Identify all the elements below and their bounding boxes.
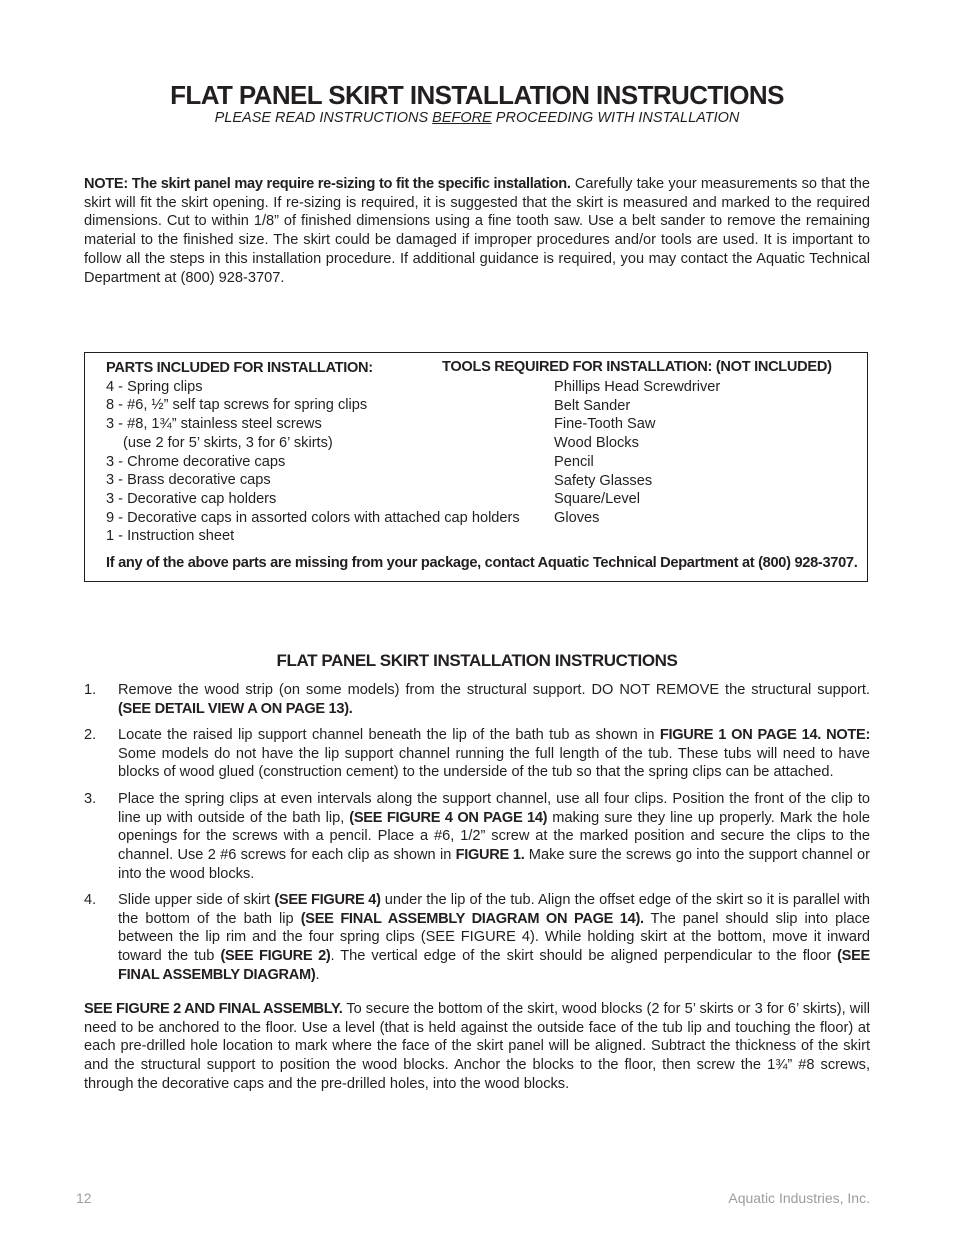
step-text-part: Make sure the screws go into the support channel or into the wood blocks.: [118, 847, 871, 882]
step-text-part: under the lip of the tub. Align the offset edge of the skirt so it is parallel with the bottom of the bath lip: [118, 892, 870, 927]
step-text-part: Locate the raised lip support channel beneath the lip of the bath tub as shown in: [118, 727, 660, 743]
tools-item: Belt Sander: [554, 397, 631, 414]
step-text-part: Remove the wood strip (on some models) from the structural support. DO NOT REMOVE the structural support.: [118, 682, 870, 698]
tools-list: [554, 378, 720, 528]
tools-item: Gloves: [554, 509, 600, 526]
parts-item: (use 2 for 5’ skirts, 3 for 6’ skirts): [123, 434, 333, 451]
page-subtitle: [0, 110, 954, 126]
tools-item: Wood Blocks: [554, 435, 639, 452]
tools-item: Pencil: [554, 453, 594, 470]
tools-item: Square/Level: [554, 491, 641, 508]
step-number: 2.: [84, 727, 97, 743]
tools-heading: TOOLS REQUIRED FOR INSTALLATION: (NOT INCLUDED): [442, 359, 832, 375]
subtitle-post: PROCEEDING WITH INSTALLATION: [491, 110, 740, 126]
tools-item: Safety Glasses: [554, 472, 653, 489]
step-text: [118, 891, 870, 985]
note-bold: NOTE: The skirt panel may require re-sizing to fit the specific installation.: [84, 176, 571, 192]
step-number: 4.: [84, 892, 97, 908]
step-text-bold: FIGURE 1.: [455, 847, 525, 864]
missing-parts-note: If any of the above parts are missing from your package, contact Aquatic Technical Department at (800) 928-3707.: [106, 555, 858, 571]
parts-item: 3 - Brass decorative caps: [106, 472, 271, 489]
step-text-part: . The vertical edge of the skirt should be aligned perpendicular to the floor: [330, 948, 838, 965]
step-text-bold: (SEE FIGURE 4): [274, 892, 381, 908]
step-text-bold: (SEE FINAL ASSEMBLY DIAGRAM ON PAGE 14).: [300, 910, 644, 927]
step-number: 3.: [84, 791, 97, 807]
parts-tools-box: [84, 352, 868, 582]
page-title: FLAT PANEL SKIRT INSTALLATION INSTRUCTIONS: [170, 80, 784, 110]
parts-item: 3 - Chrome decorative caps: [106, 453, 286, 470]
step-text-part: .: [315, 966, 320, 983]
step-text-part: Place the spring clips at even intervals along the support channel, use all four clips. Position the front of the clip to line up with outside of the bath lip,: [118, 791, 870, 826]
instruction-step: [84, 726, 870, 782]
final-paragraph: [84, 1000, 870, 1094]
parts-heading: PARTS INCLUDED FOR INSTALLATION:: [106, 360, 373, 376]
parts-item: 3 - Decorative cap holders: [106, 490, 277, 507]
parts-item: 9 - Decorative caps in assorted colors with attached cap holders: [106, 509, 520, 526]
parts-item: 4 - Spring clips: [106, 378, 203, 395]
instruction-step: [84, 891, 870, 985]
subtitle-pre: PLEASE READ INSTRUCTIONS: [214, 110, 433, 126]
parts-item: 1 - Instruction sheet: [106, 528, 235, 545]
final-bold: SEE FIGURE 2 AND FINAL ASSEMBLY.: [84, 1001, 343, 1017]
instructions-heading: FLAT PANEL SKIRT INSTALLATION INSTRUCTIONS: [276, 651, 678, 670]
step-text-bold: (SEE FINAL ASSEMBLY DIAGRAM): [118, 948, 870, 983]
step-text: [118, 681, 870, 718]
subtitle-underlined: BEFORE: [432, 110, 492, 126]
tools-item: Fine-Tooth Saw: [554, 416, 656, 433]
step-text-bold: FIGURE 1 ON PAGE 14. NOTE:: [659, 727, 871, 743]
step-number: 1.: [84, 682, 97, 698]
step-text-bold: (SEE DETAIL VIEW A ON PAGE 13).: [118, 700, 353, 717]
footer-company: Aquatic Industries, Inc.: [728, 1190, 870, 1206]
tools-item: Phillips Head Screwdriver: [554, 379, 721, 395]
step-text-part: making sure they line up properly. Mark the hole openings for the screws with a pencil. Place a #6, 1/2” screw at the marked position and secure the clips to the channel. Use 2 #6 screws for each clip as shown in: [118, 809, 871, 864]
parts-list: [106, 359, 520, 546]
step-text: [118, 790, 870, 884]
step-text-part: The panel should slip into place between the lip rim and the four spring clips (SEE FIGURE 4). While holding skirt at the bottom, move it inward toward the tub: [118, 910, 870, 965]
instruction-step: [84, 681, 870, 718]
step-text-bold: (SEE FIGURE 2): [220, 948, 331, 965]
note-paragraph: [84, 175, 870, 287]
step-text-bold: (SEE FIGURE 4 ON PAGE 14): [349, 809, 548, 826]
parts-item: 8 - #6, ½” self tap screws for spring clips: [106, 397, 368, 414]
step-text: [118, 726, 870, 782]
step-text-part: Some models do not have the lip support channel running the full length of the tub. These tubs will need to have blocks of wood glued (construction cement) to the underside of the tub so that the spring clips can be attached.: [118, 745, 870, 781]
step-text-part: Slide upper side of skirt: [118, 892, 275, 908]
parts-item: 3 - #8, 1¾” stainless steel screws: [106, 416, 322, 433]
note-text: Carefully take your measurements so that the skirt will fit the skirt opening. If re-sizing is required, it is suggested that the skirt is measured and marked to the required dimensions. Cut to within 1/8” of finished dimensions using a fine tooth saw. Use a belt sander to remove the remaining material to the finished size. The skirt could be damaged if improper procedures and/or tools are used. It is important to follow all the steps in this installation procedure. If additional guidance is required, you may contact the Aquatic Technical Department at (800) 928-3707.: [84, 176, 870, 286]
instruction-step: [84, 790, 870, 884]
page-number: 12: [76, 1190, 92, 1206]
final-text: To secure the bottom of the skirt, wood blocks (2 for 5’ skirts or 3 for 6’ skirts), will need to be anchored to the floor. Use a level (that is held against the outside face of the tub lip and touching the floor) at each pre-drilled hole location to mark where the face of the skirt panel will be aligned. Subtract the thickness of the skirt and the structural support to position the wood blocks. Anchor the blocks to the floor, then screw the 1¾” #8 screws, through the decorative caps and the pre-drilled holes, into the wood blocks.: [84, 1001, 870, 1092]
